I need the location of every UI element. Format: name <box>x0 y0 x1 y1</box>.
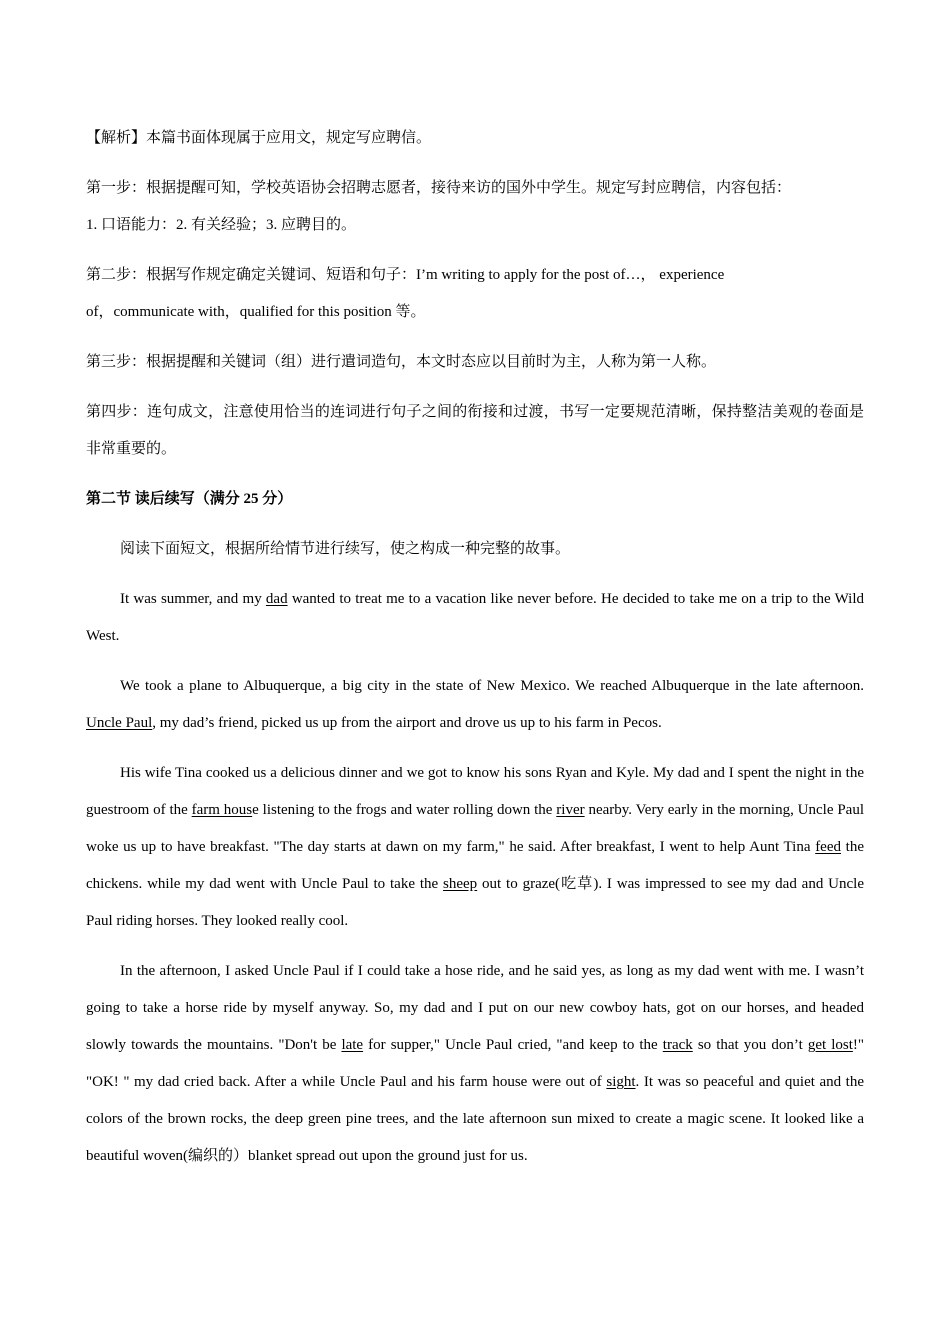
analysis-step3: 第三步：根据提醒和关键词（组）进行遣词造句，本文时态应以目前时为主，人称为第一人称。 <box>86 354 717 370</box>
story-text: out to graze(吃草). I was impressed to see my dad and Uncle Paul riding horses. They looked really cool. <box>86 876 864 929</box>
underlined-word: Uncle Paul <box>86 715 153 731</box>
analysis-step2 <box>86 257 864 331</box>
story-text: e listening to the frogs and water rolling down the <box>252 802 557 818</box>
story-text: , my dad’s friend, picked us up from the airport and drove us up to his farm in Pecos. <box>152 715 662 731</box>
story-text: In the afternoon, I asked Uncle Paul if I could take a hose ride, and he said yes, as long as my dad went with me. I wasn’t going to take a horse ride by myself anyway. So, my dad and I put on our new cowboy hats, got on our horses, and headed slowly towards the mountains. "Don't be <box>86 963 864 1053</box>
story-text: wanted to treat me to a vacation like never before. He decided to take me on a trip to the Wild West. <box>86 591 864 644</box>
underlined-word: river <box>556 802 585 818</box>
underlined-word: feed <box>815 839 841 855</box>
story-text: . It was so peaceful and quiet and the colors of the brown rocks, the deep green pine trees, and the late afternoon sun mixed to create a magic scene. It looked like a beautiful woven(编织的）blanket spread out upon the ground just for us. <box>86 1074 864 1164</box>
underlined-word: dad <box>265 591 288 607</box>
analysis-step1 <box>86 170 864 244</box>
story-text: for supper," Uncle Paul cried, "and keep to the <box>363 1037 663 1053</box>
story-text: !" "OK! " my dad cried back. After a while Uncle Paul and his farm house were out of <box>86 1037 864 1090</box>
story-text: His wife Tina cooked us a delicious dinner and we got to know his sons Ryan and Kyle. My dad and I spent the night in the guestroom of the <box>86 765 864 818</box>
underlined-word: farm hous <box>191 802 253 818</box>
section-instruction: 阅读下面短文，根据所给情节进行续写，使之构成一种完整的故事。 <box>120 541 571 557</box>
story-text: so that you don’t <box>692 1037 808 1053</box>
analysis-step4: 第四步：连句成文，注意使用恰当的连词进行句子之间的衔接和过渡，书写一定要规范清晰，保持整洁美观的卷面是非常重要的。 <box>86 404 864 457</box>
step1-line1: 第一步：根据提醒可知，学校英语协会招聘志愿者，接待来访的国外中学生。规定写封应聘信，内容包括： <box>86 180 792 196</box>
underlined-word: sight <box>606 1074 636 1090</box>
story-paragraph-2 <box>86 668 864 742</box>
underlined-word: track <box>662 1037 693 1053</box>
step1-line2: 1. 口语能力：2. 有关经验；3. 应聘目的。 <box>86 217 357 233</box>
underlined-word: sheep <box>443 876 478 892</box>
story-text: We took a plane to Albuquerque, a big city in the state of New Mexico. We reached Albuquerque in the late afternoon. <box>120 678 864 694</box>
story-text: the chickens. while my dad went with Uncle Paul to take the <box>86 839 864 892</box>
story-text: It was summer, and my <box>120 591 266 607</box>
step2-line1: 第二步：根据写作规定确定关键词、短语和句子：I’m writing to apply for the post of…， experience <box>86 267 725 283</box>
story-paragraph-1 <box>86 581 864 655</box>
document-page <box>86 120 864 1188</box>
story-paragraph-3 <box>86 755 864 940</box>
step2-line2: of，communicate with，qualified for this position 等。 <box>86 304 426 320</box>
analysis-intro: 【解析】本篇书面体现属于应用文，规定写应聘信。 <box>86 130 432 146</box>
underlined-word: get lost <box>807 1037 853 1053</box>
underlined-word: late <box>341 1037 364 1053</box>
story-paragraph-4 <box>86 953 864 1175</box>
section-heading: 第二节 读后续写（满分 25 分） <box>86 491 293 507</box>
story-text: nearby. Very early in the morning, Uncle Paul woke us up to have breakfast. "The day starts at dawn on my farm," he said. After breakfast, I went to help Aunt Tina <box>86 802 864 855</box>
